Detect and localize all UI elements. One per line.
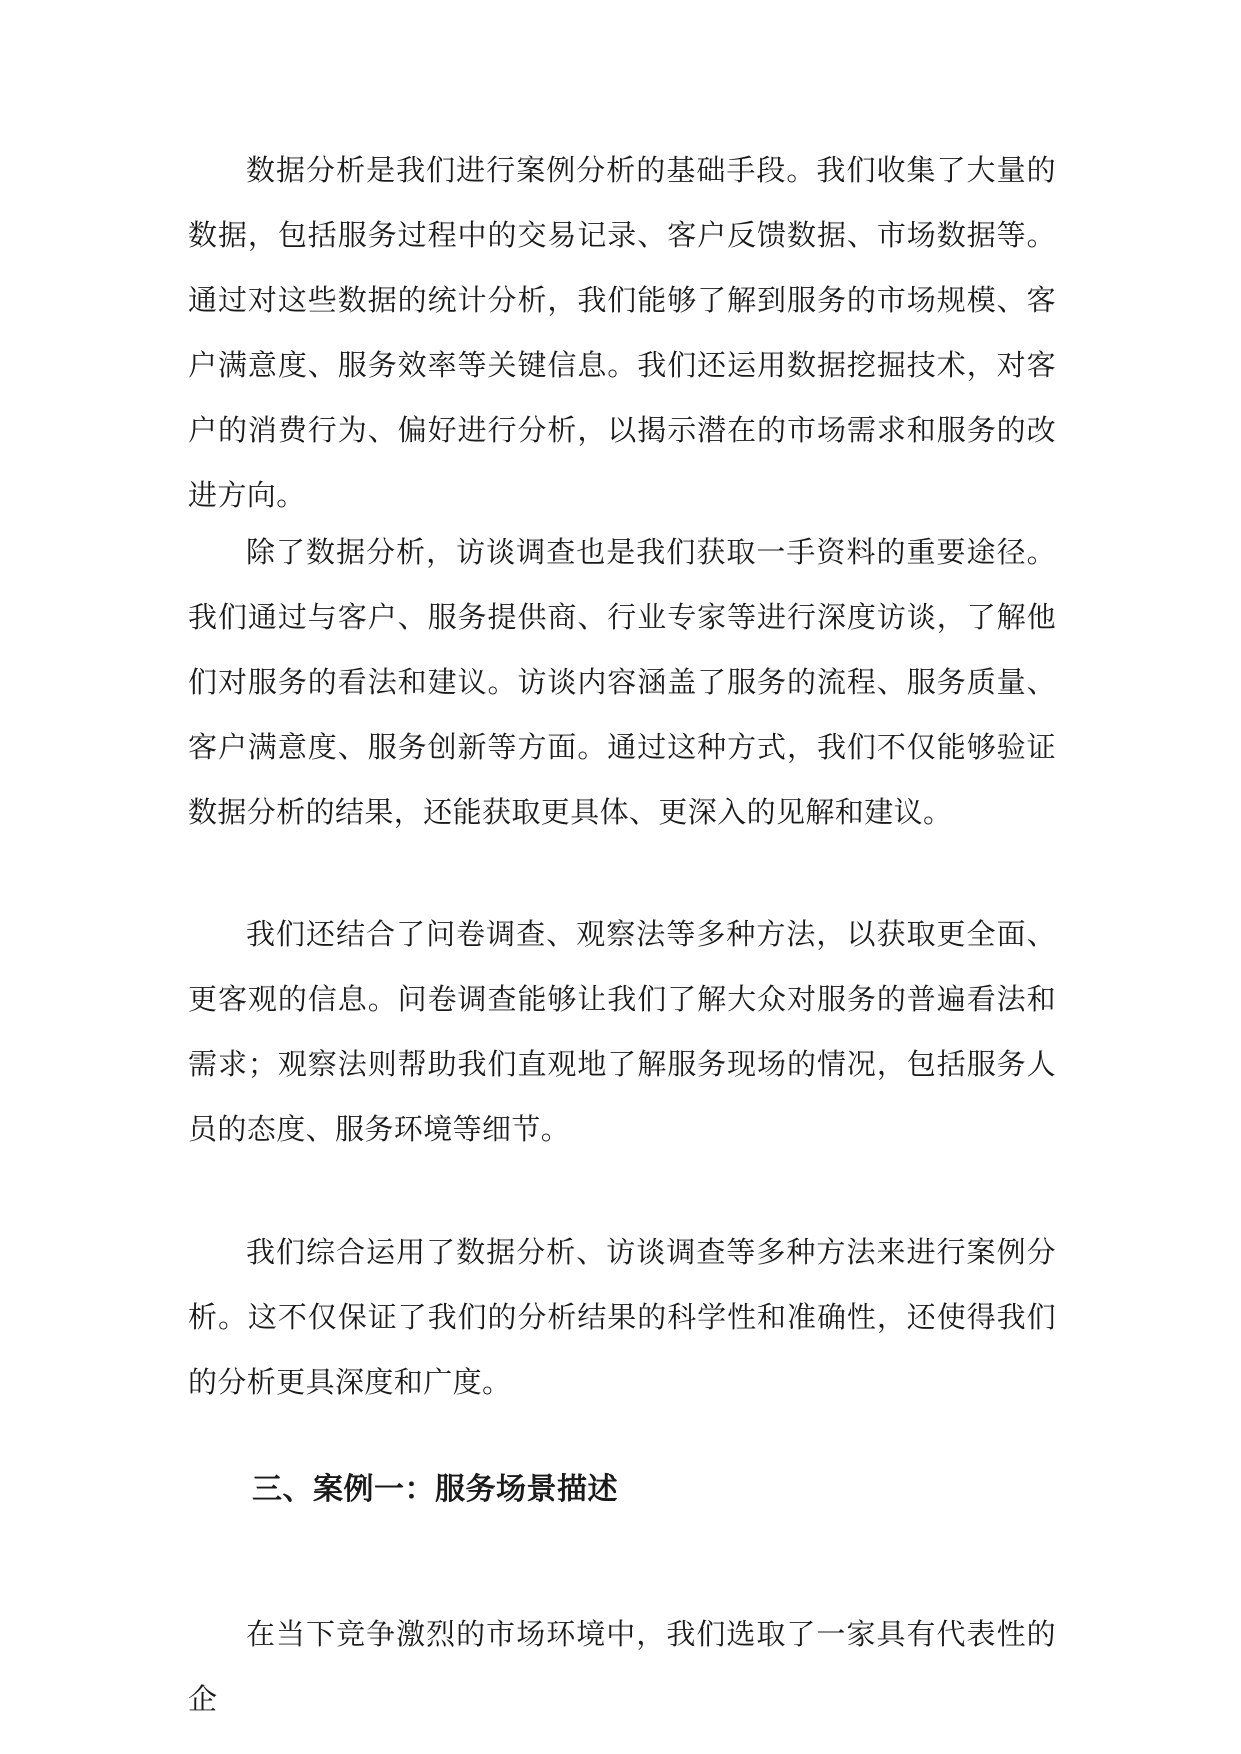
paragraph-questionnaire-observation: 我们还结合了问卷调查、观察法等多种方法，以获取更全面、更客观的信息。问卷调查能够让我们了解大众对服务的普遍看法和需求；观察法则帮助我们直观地了解服务现场的情况，包括服务人员的态度、服务环境等细节。 bbox=[188, 917, 1056, 1146]
section-heading: 三、案例一：服务场景描述 bbox=[252, 1472, 618, 1507]
paragraph-case-intro: 在当下竞争激烈的市场环境中，我们选取了一家具有代表性的企 bbox=[188, 1617, 1056, 1716]
paragraph-interview-survey: 除了数据分析，访谈调查也是我们获取一手资料的重要途径。我们通过与客户、服务提供商、行业专家等进行深度访谈，了解他们对服务的看法和建议。访谈内容涵盖了服务的流程、服务质量、客户满意度、服务创新等方面。通过这种方式，我们不仅能够验证数据分析的结果，还能获取更具体、更深入的见解和建议。 bbox=[188, 535, 1056, 829]
paragraph-summary: 我们综合运用了数据分析、访谈调查等多种方法来进行案例分析。这不仅保证了我们的分析结果的科学性和准确性，还使得我们的分析更具深度和广度。 bbox=[188, 1235, 1056, 1399]
paragraph-data-analysis: 数据分析是我们进行案例分析的基础手段。我们收集了大量的数据，包括服务过程中的交易记录、客户反馈数据、市场数据等。通过对这些数据的统计分析，我们能够了解到服务的市场规模、客户满意度、服务效率等关键信息。我们还运用数据挖掘技术，对客户的消费行为、偏好进行分析，以揭示潜在的市场需求和服务的改进方向。 bbox=[188, 153, 1056, 512]
